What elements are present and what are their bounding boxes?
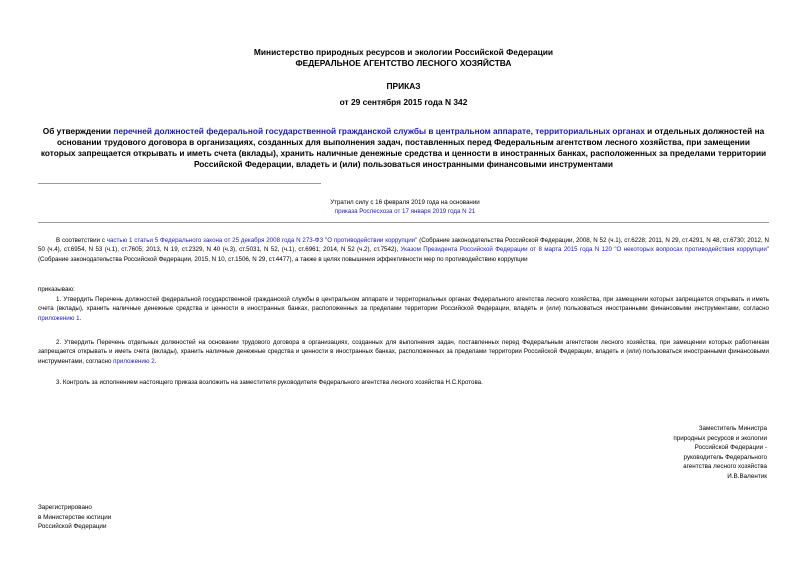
- signature-line: природных ресурсов и экологии: [673, 434, 767, 442]
- status-line: Утратил силу с 16 февраля 2019 года на основании: [330, 199, 480, 206]
- preamble-paragraph: [38, 236, 769, 264]
- registration-block: [38, 503, 111, 532]
- title-rest: и отдельных должностей на основании трудового договора в организациях, созданных для выполнения задач, поставленных перед Федеральным агентством лесного хозяйства, при замещении которых запрещается открывать и иметь счета (вклады), хранить наличные денежные средства и ценности в иностранных банках, расположенных за пределами территории Российской Федерации, владеть и (или) пользоваться иностранными финансовыми инструментами: [40, 126, 767, 169]
- preamble-text-3: (Собрание законодательства Российской Федерации, 2015, N 10, ст.1506, N 29, ст.4477), а также в целях повышения эффективности мер по противодействию коррупции: [38, 255, 528, 263]
- item3-text: 3. Контроль за исполнением настоящего приказа возложить на заместителя руководителя Федерального агентства лесного хозяйства Н.С.Кротова.: [56, 379, 483, 386]
- status-note: [260, 198, 550, 217]
- appendix-2-link[interactable]: приложению 2: [113, 357, 155, 365]
- order-item-2: [38, 338, 769, 366]
- preamble-law-link[interactable]: частью 1 статьи 5 Федерального закона от 25 декабря 2008 года N 273-ФЗ "О противодействии коррупции": [106, 237, 418, 244]
- item1-end: .: [79, 314, 82, 322]
- order-item-3: [38, 378, 769, 387]
- signature-name: И.В.Валентик: [727, 472, 767, 480]
- signature-block: [673, 424, 767, 482]
- appendix-1-link[interactable]: приложению 1: [38, 314, 80, 322]
- registration-line: Зарегистрировано: [38, 504, 92, 511]
- document-type: ПРИКАЗ: [386, 81, 421, 91]
- item1-text: 1. Утвердить Перечень должностей федеральной государственной гражданской службы в центральном аппарате и территориальных органах Федерального агентства лесного хозяйства, при замещении которых запрещается открывать и иметь счета (вклады), хранить наличные денежные средства и ценности в иностранных банках, расположенных за пределами территории Российской Федерации, владеть и (или) пользоваться иностранными финансовыми инструментами, согласно: [38, 296, 769, 313]
- preamble-decree-link[interactable]: Указом Президента Российской Федерации от 8 марта 2015 года N 120 "О некоторых вопросах противодействия коррупции": [400, 246, 769, 254]
- signature-line: агентства лесного хозяйства: [683, 463, 767, 471]
- signature-line: руководитель Федерального: [683, 453, 767, 461]
- signature-line: Заместитель Министра: [698, 425, 767, 432]
- title-divider: [38, 183, 321, 184]
- title-link[interactable]: перечней должностей федеральной государственной гражданской службы в центральном аппарате, территориальных органах: [113, 126, 645, 136]
- document-title: [40, 126, 767, 170]
- preamble-text-2: (Собрание законодательства Российской Федерации, 2008, N 52 (ч.1), ст.6228; 2011, N 29, ст.4291, N 48, ст.6730; 2012, N 50 (ч.4), ст.6954, N 53 (ч.1), ст.7605; 2013, N 19, ст.2329, N 40 (ч.3), ст.5031, N 52, (ч.1), ст.6961; 2014, N 52 (ч.2), ст.7542),: [38, 237, 770, 254]
- status-link[interactable]: приказа Рослесхоза от 17 января 2019 года N 21: [334, 208, 476, 216]
- signature-line: Российской Федерации -: [694, 444, 767, 452]
- item2-text: 2. Утвердить Перечень отдельных должностей на основании трудового договора в организациях, созданных для выполнения задач, поставленных перед Федеральным агентством лесного хозяйства, при замещении которых работникам запрещается открывать и иметь счета (вклады), хранить наличные денежные средства и ценности в иностранных банках, расположенных за пределами территории Российской Федерации, владеть и (или) пользоваться иностранными финансовыми инструментами, согласно: [38, 339, 769, 365]
- document-date-number: от 29 сентября 2015 года N 342: [339, 97, 468, 107]
- preamble-text-1: В соответствии с: [56, 237, 107, 244]
- status-divider: [38, 222, 769, 223]
- registration-line: в Министерстве юстиции: [38, 513, 112, 521]
- title-prefix: Об утверждении: [42, 126, 114, 136]
- registration-line: Российской Федерации: [38, 523, 107, 531]
- order-word: приказываю:: [38, 286, 75, 293]
- order-item-1: [38, 295, 769, 323]
- header-agency: ФЕДЕРАЛЬНОЕ АГЕНТСТВО ЛЕСНОГО ХОЗЯЙСТВА: [295, 58, 512, 68]
- header-ministry: Министерство природных ресурсов и экологии Российской Федерации: [253, 47, 554, 57]
- item2-end: .: [154, 357, 157, 365]
